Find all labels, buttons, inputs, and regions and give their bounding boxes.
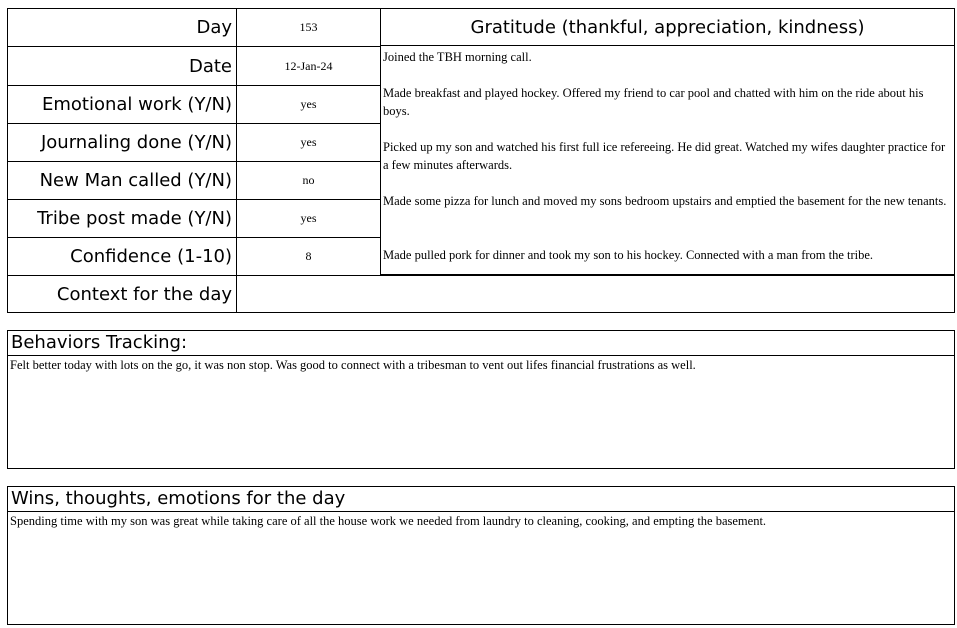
gratitude-title: Gratitude (thankful, appreciation, kindness)	[381, 9, 954, 46]
behaviors-title: Behaviors Tracking:	[8, 331, 954, 356]
value-date[interactable]: 12-Jan-24	[237, 46, 380, 85]
gratitude-entry: Made some pizza for lunch and moved my sons bedroom upstairs and emptied the basement for the new tenants.	[383, 194, 947, 208]
label-tribe-post: Tribe post made (Y/N)	[8, 199, 236, 237]
label-context: Context for the day	[8, 275, 236, 312]
label-emotional-work: Emotional work (Y/N)	[8, 85, 236, 123]
gratitude-entry: Made pulled pork for dinner and took my son to his hockey. Connected with a man from the tribe.	[383, 248, 874, 262]
column-divider	[380, 8, 381, 275]
wins-text[interactable]: Spending time with my son was great while taking care of all the house work we needed from laundry to cleaning, cooking, and empting the basement.	[10, 514, 767, 528]
value-tribe-post[interactable]: yes	[237, 199, 380, 237]
label-date: Date	[8, 46, 236, 85]
value-context[interactable]	[237, 275, 954, 312]
behaviors-text[interactable]: Felt better today with lots on the go, it was non stop. Was good to connect with a tribesman to vent out lifes financial frustrations as well.	[10, 358, 696, 372]
label-day: Day	[196, 17, 232, 38]
value-emotional-work[interactable]: yes	[237, 85, 380, 123]
label-journaling: Journaling done (Y/N)	[8, 123, 236, 161]
value-day[interactable]: 153	[299, 20, 318, 34]
label-new-man-called: New Man called (Y/N)	[8, 161, 236, 199]
gratitude-entry: Joined the TBH morning call.	[383, 50, 532, 64]
value-new-man-called[interactable]: no	[237, 161, 380, 199]
gratitude-entry: Made breakfast and played hockey. Offered my friend to car pool and chatted with him on the ride about his boys.	[383, 86, 924, 118]
label-confidence: Confidence (1-10)	[8, 237, 236, 275]
wins-title: Wins, thoughts, emotions for the day	[8, 487, 954, 512]
value-journaling[interactable]: yes	[237, 123, 380, 161]
gratitude-entry: Picked up my son and watched his first full ice refereeing. He did great. Watched my wifes daughter practice for a few minutes afterwards.	[383, 140, 946, 172]
value-confidence[interactable]: 8	[237, 237, 380, 275]
